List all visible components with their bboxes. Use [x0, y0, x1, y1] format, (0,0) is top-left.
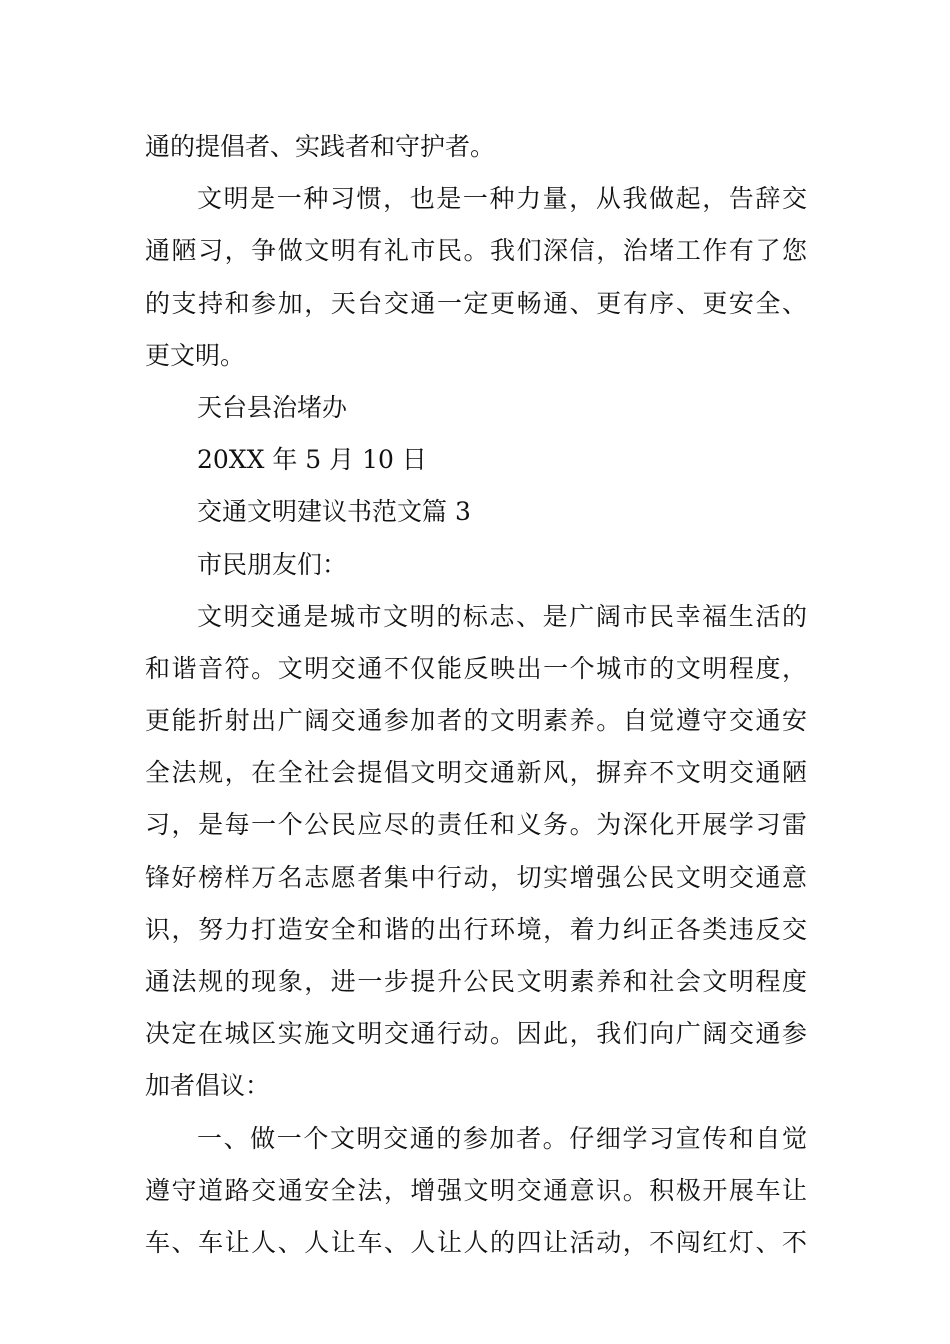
paragraph-first-line: 文明交通是城市文明的标志、是广阔市民幸福生活的 — [197, 601, 807, 631]
text-line: 决定在城区实施文明交通行动。因此，我们向广阔交通参 — [145, 1019, 807, 1049]
text-line: 通陋习，争做文明有礼市民。我们深信，治堵工作有了您 — [145, 236, 807, 266]
section-title: 交通文明建议书范文篇 3 — [197, 497, 471, 527]
text-line: 更文明。 — [145, 340, 246, 370]
text-line: 遵守道路交通安全法，增强文明交通意识。积极开展车让 — [145, 1175, 807, 1205]
text-line: 更能折射出广阔交通参加者的文明素养。自觉遵守交通安 — [145, 706, 807, 736]
text-line: 锋好榜样万名志愿者集中行动，切实增强公民文明交通意 — [145, 862, 807, 892]
signature-date: 20XX 年 5 月 10 日 — [197, 445, 427, 475]
text-line: 加者倡议： — [145, 1071, 271, 1101]
text-line: 车、车让人、人让车、人让人的四让活动，不闯红灯、不 — [145, 1227, 807, 1257]
text-line: 全法规，在全社会提倡文明交通新风，摒弃不文明交通陋 — [145, 758, 807, 788]
paragraph-first-line: 一、做一个文明交通的参加者。仔细学习宣传和自觉 — [197, 1123, 807, 1153]
paragraph-first-line: 文明是一种习惯，也是一种力量，从我做起，告辞交 — [197, 184, 807, 214]
text-line: 识，努力打造安全和谐的出行环境，着力纠正各类违反交 — [145, 914, 807, 944]
text-line: 通的提倡者、实践者和守护者。 — [145, 132, 496, 161]
salutation: 市民朋友们： — [197, 549, 348, 579]
signature-organization: 天台县治堵办 — [197, 392, 348, 422]
text-line: 的支持和参加，天台交通一定更畅通、更有序、更安全、 — [145, 288, 807, 318]
text-line: 通法规的现象，进一步提升公民文明素养和社会文明程度 — [145, 967, 807, 996]
document-body — [145, 121, 807, 1269]
text-line: 和谐音符。文明交通不仅能反映出一个城市的文明程度， — [145, 653, 807, 683]
text-line: 习，是每一个公民应尽的责任和义务。为深化开展学习雷 — [145, 810, 807, 840]
